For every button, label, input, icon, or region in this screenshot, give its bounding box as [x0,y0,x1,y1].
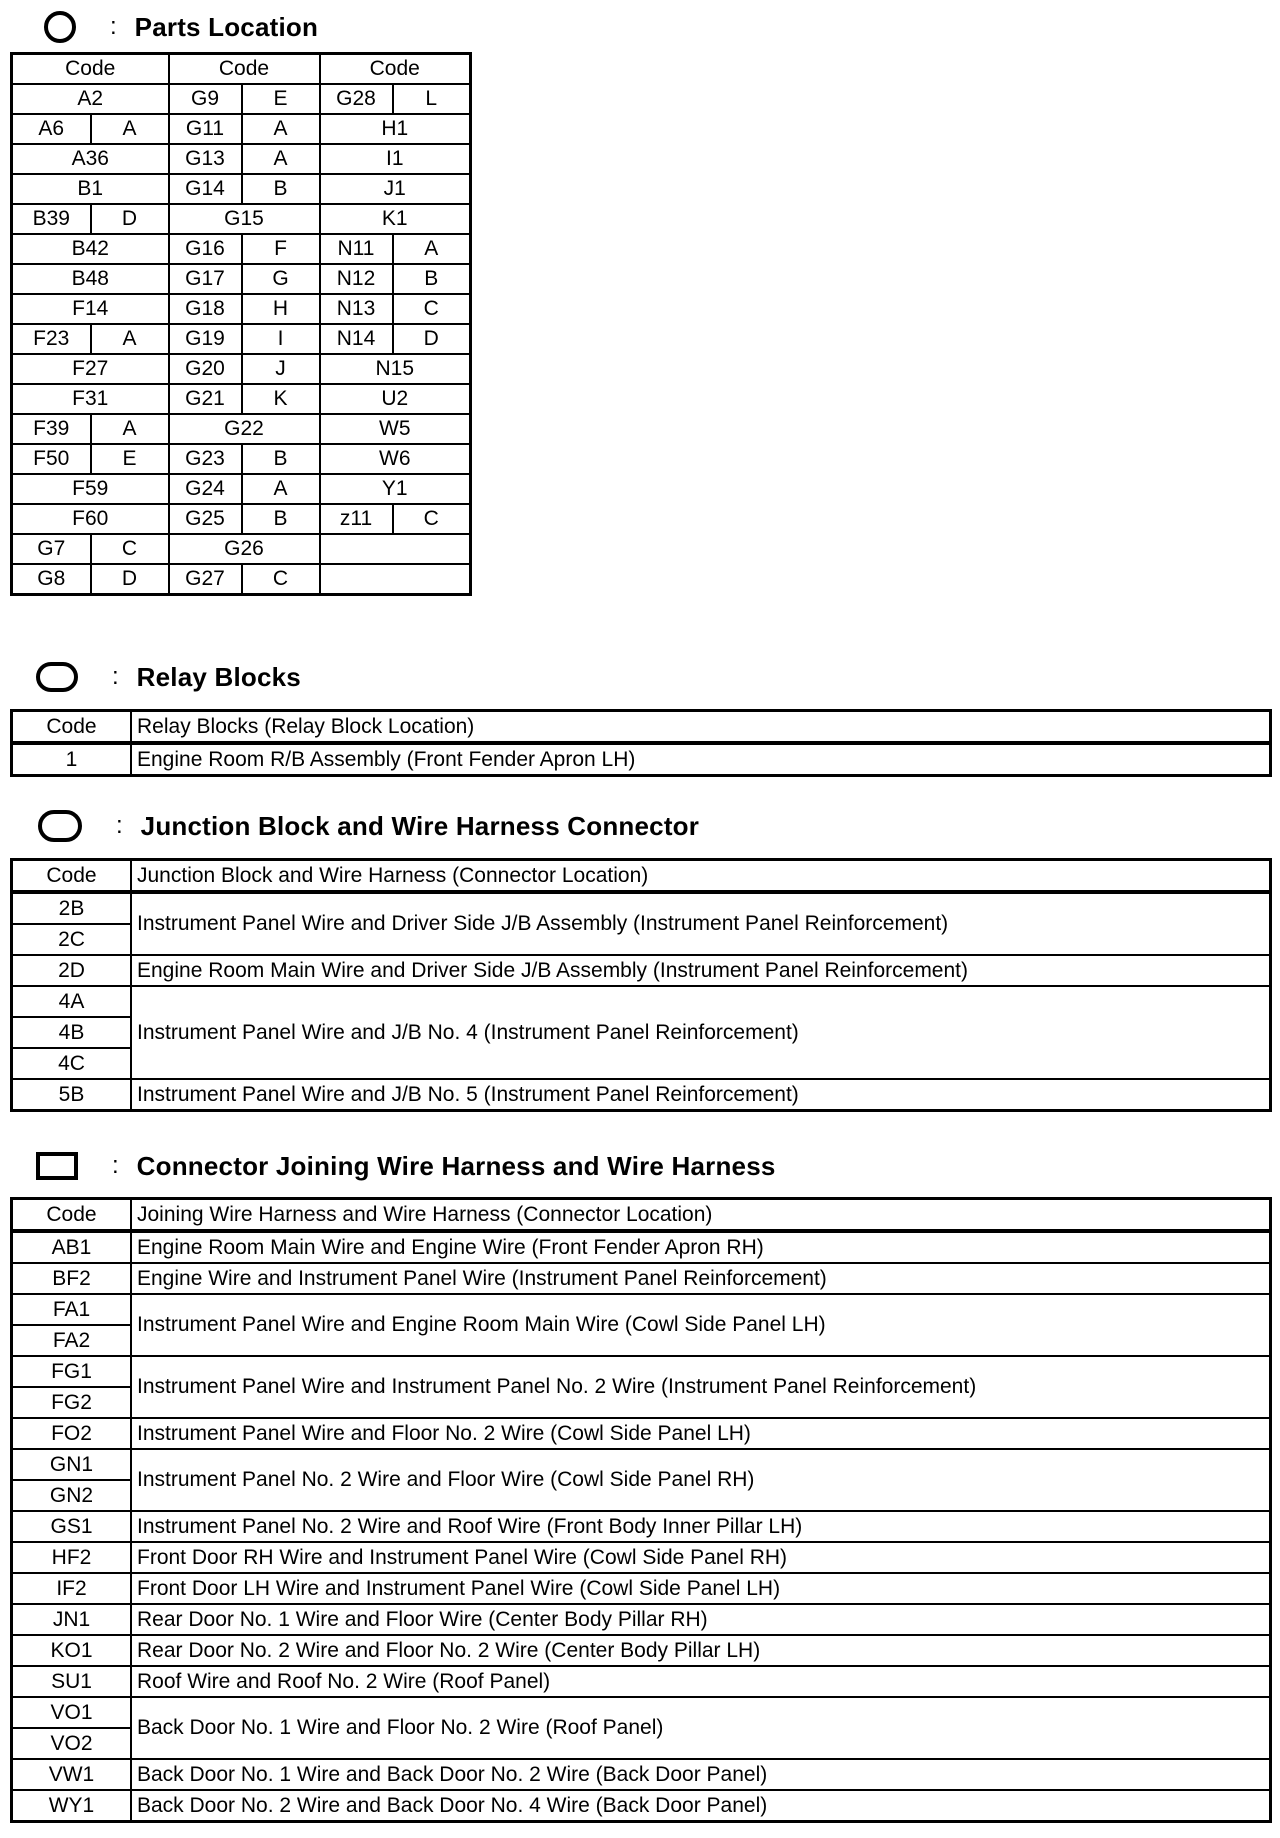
parts-cell: G7 [12,534,91,564]
code-cell: KO1 [12,1635,132,1666]
table-row [12,1418,1271,1449]
table-row [12,1759,1271,1790]
circle-symbol-icon [44,11,76,43]
parts-cell: G13 [169,144,242,174]
parts-cell: F [242,234,320,264]
parts-cell: A [91,414,169,444]
code-cell: 2C [12,924,132,955]
heading-colon: : [110,13,117,40]
code-cell: FG2 [12,1387,132,1418]
parts-row [12,174,471,204]
code-header: Code [12,1199,132,1232]
parts-row [12,114,471,144]
table-header-row [12,1199,1271,1232]
parts-cell: G11 [169,114,242,144]
description-cell: Instrument Panel Wire and Instrument Panel No. 2 Wire (Instrument Panel Reinforcement) [131,1356,1271,1418]
parts-cell: G28 [320,84,393,114]
parts-row [12,384,471,414]
parts-cell: N13 [320,294,393,324]
parts-row [12,234,471,264]
code-cell: FO2 [12,1418,132,1449]
parts-cell: N12 [320,264,393,294]
parts-cell: W5 [320,414,471,444]
parts-cell: G18 [169,294,242,324]
parts-cell: G9 [169,84,242,114]
code-cell: GN2 [12,1480,132,1511]
parts-header-cell: Code [169,54,320,85]
code-cell: 4B [12,1017,132,1048]
description-cell: Engine Room Main Wire and Driver Side J/B Assembly (Instrument Panel Reinforcement) [131,955,1271,986]
parts-cell: F50 [12,444,91,474]
parts-cell: G27 [169,564,242,595]
description-cell: Front Door LH Wire and Instrument Panel Wire (Cowl Side Panel LH) [131,1573,1271,1604]
parts-cell: B1 [12,174,169,204]
parts-row [12,504,471,534]
parts-cell: G17 [169,264,242,294]
parts-cell: H [242,294,320,324]
code-cell: 4A [12,986,132,1017]
code-cell: GS1 [12,1511,132,1542]
table-row [12,1079,1271,1111]
code-cell: VO1 [12,1697,132,1728]
parts-cell: G19 [169,324,242,354]
table-row [12,1449,1271,1480]
parts-cell: B [242,174,320,204]
parts-cell: F14 [12,294,169,324]
parts-cell: C [242,564,320,595]
parts-cell [320,564,471,595]
parts-location-table [10,52,472,596]
parts-cell: A [91,324,169,354]
parts-cell: I1 [320,144,471,174]
parts-cell: D [91,564,169,595]
parts-location-title: Parts Location [134,11,319,42]
code-cell: HF2 [12,1542,132,1573]
code-cell: 2D [12,955,132,986]
parts-cell: E [242,84,320,114]
description-cell: Back Door No. 1 Wire and Floor No. 2 Wire (Roof Panel) [131,1697,1271,1759]
parts-cell: G24 [169,474,242,504]
parts-cell: G14 [169,174,242,204]
parts-row [12,414,471,444]
parts-cell: Y1 [320,474,471,504]
parts-row [12,324,471,354]
parts-cell: G16 [169,234,242,264]
description-header: Joining Wire Harness and Wire Harness (Connector Location) [131,1199,1271,1232]
code-cell: FA2 [12,1325,132,1356]
code-header: Code [12,711,132,744]
description-cell: Instrument Panel Wire and J/B No. 4 (Instrument Panel Reinforcement) [131,986,1271,1079]
parts-row [12,264,471,294]
table-row [12,1573,1271,1604]
parts-cell: C [393,504,471,534]
description-cell: Back Door No. 2 Wire and Back Door No. 4 Wire (Back Door Panel) [131,1790,1271,1822]
table-row [12,986,1271,1017]
parts-row [12,564,471,595]
parts-header-row [12,54,471,85]
parts-cell: A [91,114,169,144]
table-row [12,955,1271,986]
parts-cell: C [91,534,169,564]
junction-block-heading [32,809,699,843]
table-row [12,1542,1271,1573]
description-cell: Instrument Panel Wire and Engine Room Main Wire (Cowl Side Panel LH) [131,1294,1271,1356]
parts-cell: B [242,504,320,534]
parts-cell [320,534,471,564]
description-cell: Rear Door No. 1 Wire and Floor Wire (Center Body Pillar RH) [131,1604,1271,1635]
parts-cell: G20 [169,354,242,384]
code-cell: BF2 [12,1263,132,1294]
table-row [12,1294,1271,1325]
parts-cell: F39 [12,414,91,444]
parts-row [12,84,471,114]
table-row [12,1604,1271,1635]
parts-cell: J [242,354,320,384]
code-cell: VW1 [12,1759,132,1790]
parts-cell: F59 [12,474,169,504]
parts-cell: B42 [12,234,169,264]
description-cell: Instrument Panel Wire and Floor No. 2 Wire (Cowl Side Panel LH) [131,1418,1271,1449]
table-row [12,1790,1271,1822]
code-cell: 1 [12,743,132,776]
description-cell: Roof Wire and Roof No. 2 Wire (Roof Panel) [131,1666,1271,1697]
table-row [12,892,1271,924]
heading-colon: : [112,663,119,690]
parts-cell: B39 [12,204,91,234]
description-cell: Instrument Panel No. 2 Wire and Roof Wire (Front Body Inner Pillar LH) [131,1511,1271,1542]
parts-cell: K [242,384,320,414]
parts-cell: G [242,264,320,294]
table-row [12,1635,1271,1666]
parts-cell: K1 [320,204,471,234]
connector-joining-heading [32,1149,776,1183]
description-cell: Instrument Panel No. 2 Wire and Floor Wire (Cowl Side Panel RH) [131,1449,1271,1511]
parts-row [12,474,471,504]
parts-cell: F23 [12,324,91,354]
parts-cell: G21 [169,384,242,414]
parts-cell: G26 [169,534,320,564]
square-symbol-icon [36,1152,78,1180]
parts-cell: A [393,234,471,264]
parts-cell: B48 [12,264,169,294]
parts-cell: N14 [320,324,393,354]
parts-row [12,294,471,324]
parts-row [12,444,471,474]
parts-header-cell: Code [320,54,471,85]
code-cell: VO2 [12,1728,132,1759]
code-cell: 4C [12,1048,132,1079]
code-cell: IF2 [12,1573,132,1604]
code-cell: WY1 [12,1790,132,1822]
code-cell: FG1 [12,1356,132,1387]
code-header: Code [12,860,132,893]
description-cell: Front Door RH Wire and Instrument Panel Wire (Cowl Side Panel RH) [131,1542,1271,1573]
connector-joining-title: Connector Joining Wire Harness and Wire Harness [136,1150,776,1181]
parts-cell: C [393,294,471,324]
description-cell: Engine Wire and Instrument Panel Wire (Instrument Panel Reinforcement) [131,1263,1271,1294]
table-header-row [12,860,1271,893]
heading-colon: : [112,1152,119,1179]
parts-row [12,354,471,384]
oval-symbol-icon [38,810,82,842]
parts-cell: A2 [12,84,169,114]
parts-location-heading [32,10,318,44]
junction-block-title: Junction Block and Wire Harness Connector [140,810,700,841]
parts-cell: F31 [12,384,169,414]
relay-blocks-title: Relay Blocks [136,661,301,692]
description-cell: Engine Room Main Wire and Engine Wire (Front Fender Apron RH) [131,1231,1271,1263]
parts-header-cell: Code [12,54,169,85]
parts-cell: A6 [12,114,91,144]
parts-cell: F60 [12,504,169,534]
parts-cell: G23 [169,444,242,474]
rounded-oval-symbol-icon [36,662,78,692]
parts-cell: U2 [320,384,471,414]
parts-cell: G22 [169,414,320,444]
code-cell: GN1 [12,1449,132,1480]
parts-cell: B [242,444,320,474]
parts-cell: A [242,474,320,504]
description-cell: Instrument Panel Wire and J/B No. 5 (Instrument Panel Reinforcement) [131,1079,1271,1111]
description-cell: Engine Room R/B Assembly (Front Fender Apron LH) [131,743,1271,776]
parts-cell: G15 [169,204,320,234]
code-cell: JN1 [12,1604,132,1635]
relay-blocks-heading [32,660,301,694]
code-cell: 2B [12,892,132,924]
parts-cell: z11 [320,504,393,534]
code-cell: SU1 [12,1666,132,1697]
description-cell: Instrument Panel Wire and Driver Side J/B Assembly (Instrument Panel Reinforcement) [131,892,1271,955]
code-cell: FA1 [12,1294,132,1325]
heading-colon: : [116,812,123,839]
parts-row [12,204,471,234]
parts-cell: N11 [320,234,393,264]
parts-cell: A [242,144,320,174]
description-cell: Rear Door No. 2 Wire and Floor No. 2 Wire (Center Body Pillar LH) [131,1635,1271,1666]
parts-cell: L [393,84,471,114]
parts-cell: W6 [320,444,471,474]
parts-cell: A36 [12,144,169,174]
table-row [12,1263,1271,1294]
junction-block-table [10,858,1272,1112]
code-cell: AB1 [12,1231,132,1263]
table-row [12,743,1271,776]
parts-cell: A [242,114,320,144]
parts-cell: I [242,324,320,354]
table-header-row [12,711,1271,744]
parts-row [12,534,471,564]
parts-cell: G25 [169,504,242,534]
parts-cell: F27 [12,354,169,384]
description-header: Junction Block and Wire Harness (Connector Location) [131,860,1271,893]
description-header: Relay Blocks (Relay Block Location) [131,711,1271,744]
connector-joining-table [10,1197,1272,1823]
parts-cell: G8 [12,564,91,595]
table-row [12,1356,1271,1387]
parts-row [12,144,471,174]
parts-cell: H1 [320,114,471,144]
parts-cell: N15 [320,354,471,384]
parts-cell: B [393,264,471,294]
code-cell: 5B [12,1079,132,1111]
parts-cell: J1 [320,174,471,204]
description-cell: Back Door No. 1 Wire and Back Door No. 2 Wire (Back Door Panel) [131,1759,1271,1790]
table-row [12,1697,1271,1728]
parts-cell: E [91,444,169,474]
parts-cell: D [91,204,169,234]
table-row [12,1511,1271,1542]
table-row [12,1231,1271,1263]
relay-blocks-table [10,709,1272,777]
table-row [12,1666,1271,1697]
parts-cell: D [393,324,471,354]
